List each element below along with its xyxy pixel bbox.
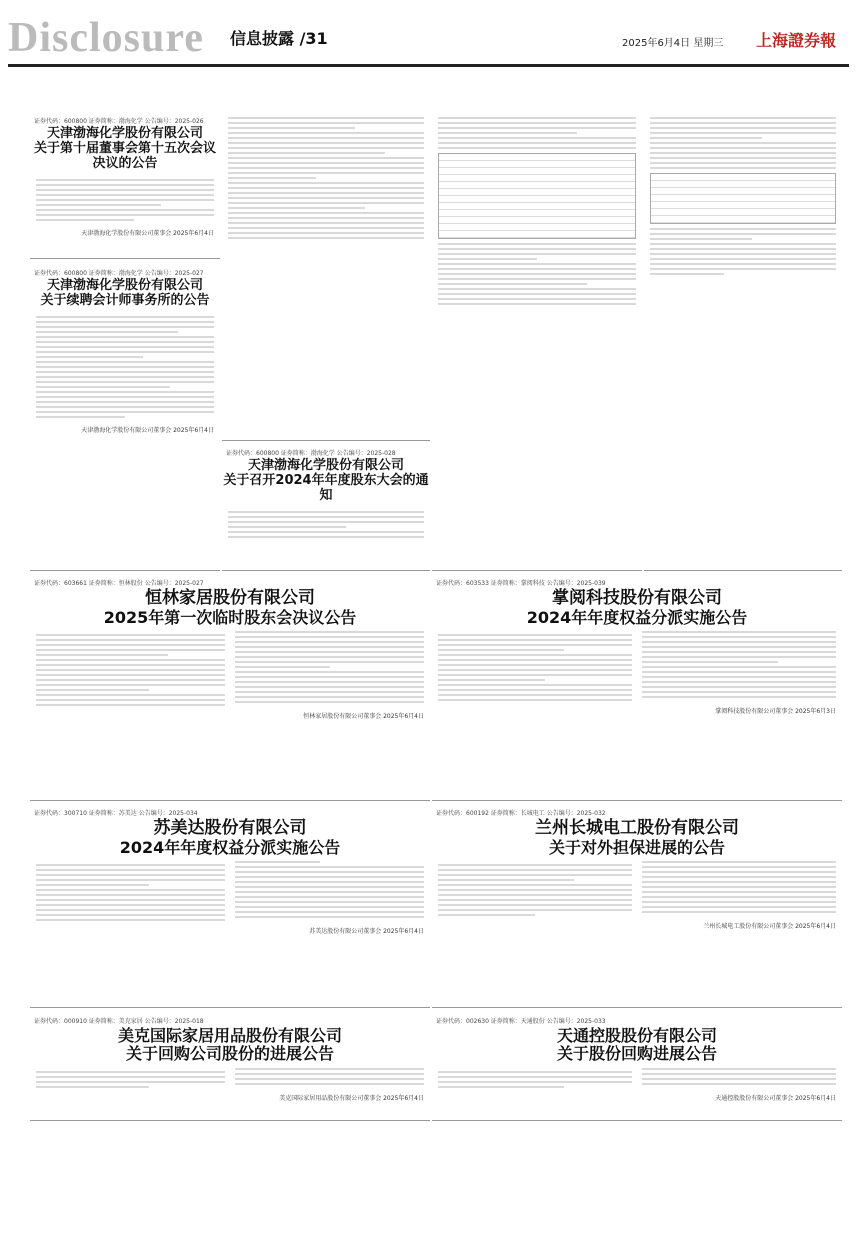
notice-title: 关于股份回购进展公告 <box>556 1044 717 1064</box>
notice-body <box>432 857 842 922</box>
notice-markor <box>30 1010 430 1121</box>
notice-title: 关于召开2024年年度股东大会的通知 <box>223 472 429 503</box>
notice-code: 证券代码：002630 证券简称：天通股份 公告编号：2025-033 <box>436 1018 606 1025</box>
notice-body <box>432 1064 842 1094</box>
notice-body <box>644 110 842 282</box>
section-title: 信息披露 /31 <box>230 29 328 48</box>
notice-title: 关于续聘会计师事务所的公告 <box>40 292 210 308</box>
notice-body <box>30 1064 430 1094</box>
notice-company: 天通控股股份有限公司 <box>556 1026 717 1045</box>
notice-body <box>30 309 220 425</box>
notice-body <box>222 504 430 545</box>
notice-code: 证券代码：600800 证券简称：渤海化学 公告编号：2025-027 <box>34 270 204 277</box>
notice-bohai-agm <box>222 442 430 571</box>
notice-sign: 恒林家居股份有限公司董事会 2025年6月4日 <box>303 713 424 721</box>
notice-code: 证券代码：603661 证券简称：恒林股份 公告编号：2025-027 <box>34 580 204 587</box>
notice-title: 关于回购公司股份的进展公告 <box>125 1044 334 1064</box>
header-rule <box>8 64 849 67</box>
notice-company: 天津渤海化学股份有限公司 <box>46 126 203 141</box>
notice-body <box>30 857 430 927</box>
notice-bohai-board <box>30 110 220 259</box>
notice-continuation-col2 <box>222 110 430 441</box>
newspaper-name: 上海證券報 <box>756 31 837 50</box>
notice-code: 证券代码：300710 证券简称：苏美达 公告编号：2025-034 <box>34 810 198 817</box>
notice-title: 关于对外担保进展的公告 <box>548 837 725 857</box>
disclosure-logo: Disclosure <box>8 15 204 61</box>
notice-body <box>30 172 220 228</box>
page-header <box>8 8 849 64</box>
notice-sign: 苏美达股份有限公司董事会 2025年6月4日 <box>309 928 424 936</box>
notice-company: 恒林家居股份有限公司 <box>145 588 315 608</box>
notice-changcheng <box>432 802 842 1008</box>
notice-continuation-col4 <box>644 110 842 571</box>
notice-bohai-auditor <box>30 262 220 571</box>
notice-table <box>650 173 836 224</box>
notice-company: 兰州长城电工股份有限公司 <box>535 818 739 838</box>
notice-sign: 掌阅科技股份有限公司董事会 2025年6月3日 <box>715 708 836 716</box>
issue-date: 2025年6月4日 星期三 <box>622 38 724 49</box>
notice-body <box>432 627 842 707</box>
notice-code: 证券代码：000910 证券简称：美克家居 公告编号：2025-018 <box>34 1018 204 1025</box>
notice-sumeida <box>30 802 430 1008</box>
notice-title: 关于第十届董事会第十五次会议决议的公告 <box>33 140 216 171</box>
notice-continuation-col3 <box>432 110 642 571</box>
notice-company: 天津渤海化学股份有限公司 <box>46 278 203 293</box>
notice-tiantong <box>432 1010 842 1121</box>
notice-sign: 天津渤海化学股份有限公司董事会 2025年6月4日 <box>81 426 214 434</box>
notice-title: 2024年年度权益分派实施公告 <box>526 607 748 627</box>
notice-title: 2024年年度权益分派实施公告 <box>119 837 341 857</box>
notice-body <box>30 627 430 712</box>
notice-body <box>222 110 430 246</box>
notice-title: 2025年第一次临时股东会决议公告 <box>103 607 357 627</box>
notice-sign: 天通控股股份有限公司董事会 2025年6月4日 <box>715 1095 836 1103</box>
notice-sign: 天津渤海化学股份有限公司董事会 2025年6月4日 <box>81 229 214 237</box>
notice-code: 证券代码：603533 证券简称：掌阅科技 公告编号：2025-039 <box>436 580 606 587</box>
notice-company: 掌阅科技股份有限公司 <box>552 588 722 608</box>
notice-sign: 兰州长城电工股份有限公司董事会 2025年6月4日 <box>703 923 836 931</box>
notice-company: 苏美达股份有限公司 <box>153 818 307 838</box>
notice-body <box>432 110 642 312</box>
notice-henglin <box>30 572 430 801</box>
notice-table <box>438 153 636 239</box>
notice-code: 证券代码：600800 证券简称：渤海化学 公告编号：2025-028 <box>226 450 396 457</box>
notice-zhangyue <box>432 572 842 801</box>
notice-company: 天津渤海化学股份有限公司 <box>247 458 404 473</box>
notice-company: 美克国际家居用品股份有限公司 <box>117 1026 342 1045</box>
notice-code: 证券代码：600800 证券简称：渤海化学 公告编号：2025-026 <box>34 118 204 125</box>
notice-sign: 美克国际家居用品股份有限公司董事会 2025年6月4日 <box>279 1095 424 1103</box>
notice-code: 证券代码：600192 证券简称：长城电工 公告编号：2025-032 <box>436 810 606 817</box>
